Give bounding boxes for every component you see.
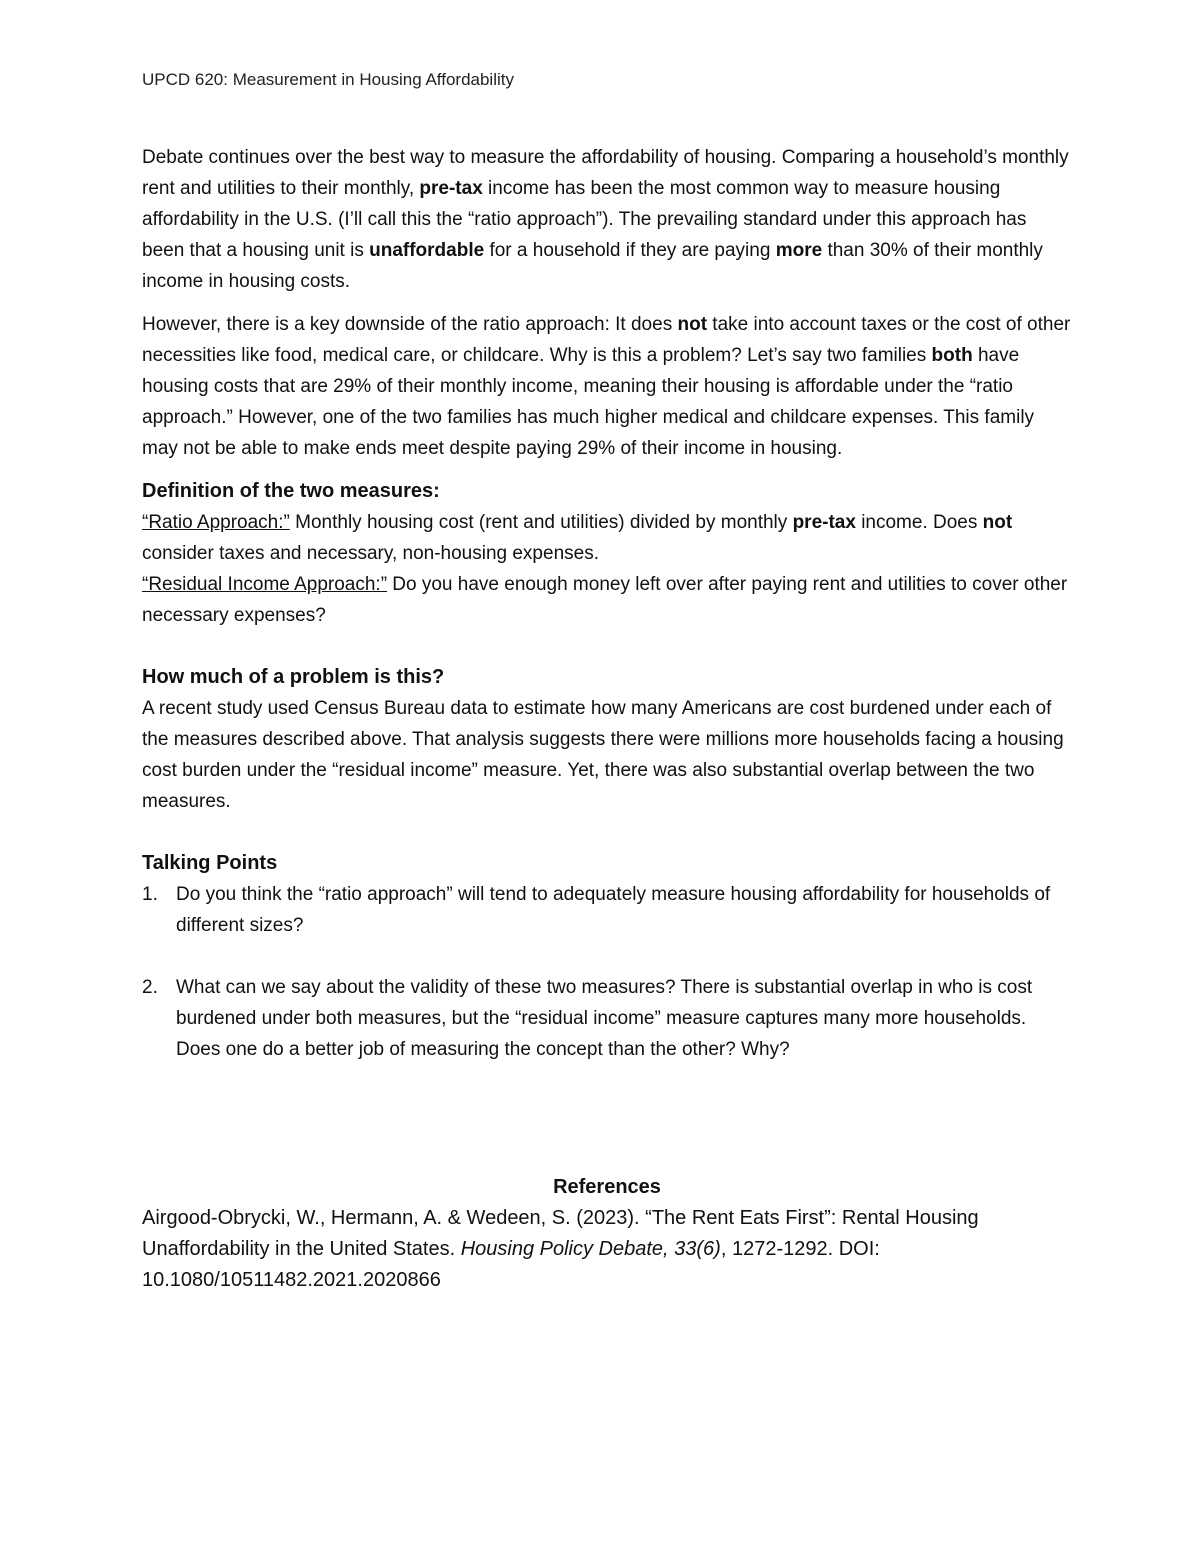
- ratio-approach-label: “Ratio Approach:”: [142, 512, 290, 533]
- talking-points-heading: Talking Points: [142, 852, 278, 874]
- problem-heading: How much of a problem is this?: [142, 666, 445, 688]
- residual-approach-label: “Residual Income Approach:”: [142, 574, 388, 595]
- definitions-heading: Definition of the two measures:: [142, 480, 440, 502]
- talking-points-list: [142, 879, 1072, 1065]
- reference-entry: Airgood-Obrycki, W., Hermann, A. & Wedeen, S. (2023). “The Rent Eats First”: Rental Housing Unaffordability in the United States. Housing Policy Debate, 33(6), 1272-1292. DOI: 10.1080/10511482.2021.2020866: [142, 1207, 979, 1291]
- list-item: 2. What can we say about the validity of these two measures? There is substantial overlap in who is cost burdened under both measures, but the “residual income” measure captures many more households. Does one do a better job of measuring the concept than the other? Why?: [142, 977, 1033, 1060]
- document-page: [142, 70, 1072, 1296]
- page-header: UPCD 620: Measurement in Housing Affordability: [142, 70, 514, 89]
- intro-paragraph: Debate continues over the best way to measure the affordability of housing. Comparing a household’s monthly rent and utilities to their monthly, pre-tax income has been the most common way to measure housing affordability in the U.S. (I’ll call this the “ratio approach”). The prevailing standard under this approach has been that a housing unit is unaffordable for a household if they are paying more than 30% of their monthly income in housing costs.: [142, 147, 1069, 292]
- problem-paragraph: A recent study used Census Bureau data to estimate how many Americans are cost burdened under each of the measures described above. That analysis suggests there were millions more households facing a housing cost burden under the “residual income” measure. Yet, there was also substantial overlap between the two measures.: [142, 698, 1064, 812]
- residual-definition: “Residual Income Approach:” Do you have enough money left over after paying rent and utilities to cover other necessary expenses?: [142, 574, 1068, 626]
- ratio-definition: “Ratio Approach:” Monthly housing cost (rent and utilities) divided by monthly pre-tax income. Does not consider taxes and necessary, non-housing expenses.: [142, 512, 1013, 564]
- downside-paragraph: However, there is a key downside of the ratio approach: It does not take into account taxes or the cost of other necessities like food, medical care, or childcare. Why is this a problem? Let’s say two families both have housing costs that are 29% of their monthly income, meaning their housing is affordable under the “ratio approach.” However, one of the two families has much higher medical and childcare expenses. This family may not be able to make ends meet despite paying 29% of their income in housing.: [142, 314, 1071, 459]
- references-heading: References: [553, 1176, 661, 1198]
- list-item: 1. Do you think the “ratio approach” will tend to adequately measure housing affordability for households of different sizes?: [142, 884, 1051, 936]
